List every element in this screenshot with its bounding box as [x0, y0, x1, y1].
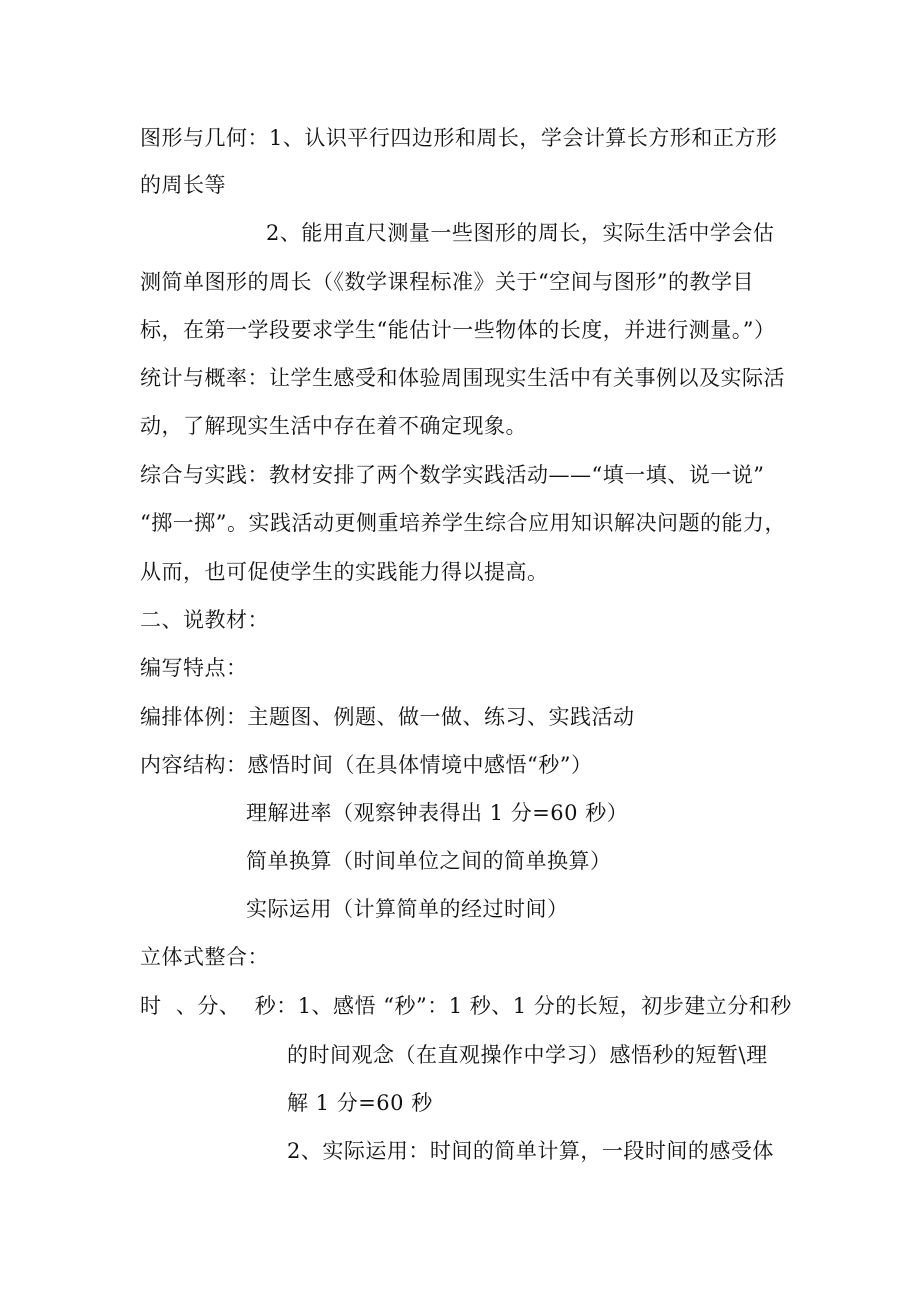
text-line: 的时间观念（在直观操作中学习）感悟秒的短暂\理	[287, 1043, 768, 1067]
text-line: 统计与概率：让学生感受和体验周围现实生活中有关事例以及实际活	[140, 366, 785, 390]
text-line: 立体式整合：	[140, 945, 269, 969]
text-line: “掷一掷”。实践活动更侧重培养学生综合应用知识解决问题的能力，	[140, 511, 786, 535]
text-line: 解 1 分=60 秒	[287, 1091, 433, 1115]
text-line: 综合与实践：教材安排了两个数学实践活动——“填一填、说一说”	[140, 463, 765, 487]
text-line: 编排体例：主题图、例题、做一做、练习、实践活动	[140, 705, 635, 729]
text-line: 时 、分、 秒：1、感悟 “秒”：1 秒、1 分的长短，初步建立分和秒	[140, 994, 792, 1018]
text-line: 测简单图形的周长（《数学课程标准》关于“空间与图形”的教学目	[140, 270, 754, 294]
text-line: 2、实际运用：时间的简单计算，一段时间的感受体	[287, 1139, 774, 1163]
text-line: 理解进率（观察钟表得出 1 分=60 秒）	[246, 801, 629, 825]
text-line: 图形与几何：1、认识平行四边形和周长，学会计算长方形和正方形	[140, 126, 778, 150]
text-line: 内容结构：感悟时间（在具体情境中感悟“秒”）	[140, 753, 593, 777]
text-line: 编写特点：	[140, 656, 248, 680]
text-line: 简单换算（时间单位之间的简单换算）	[246, 849, 612, 873]
text-line: 动，了解现实生活中存在着不确定现象。	[140, 414, 527, 438]
text-line: 标，在第一学段要求学生“能估计一些物体的长度，并进行测量。”）	[140, 318, 776, 342]
text-line: 2、能用直尺测量一些图形的周长，实际生活中学会估	[266, 221, 775, 245]
text-line: 的周长等	[140, 173, 226, 197]
text-line: 实际运用（计算简单的经过时间）	[246, 897, 569, 921]
section-heading: 二、说教材：	[140, 608, 269, 632]
text-line: 从而，也可促使学生的实践能力得以提高。	[140, 560, 549, 584]
